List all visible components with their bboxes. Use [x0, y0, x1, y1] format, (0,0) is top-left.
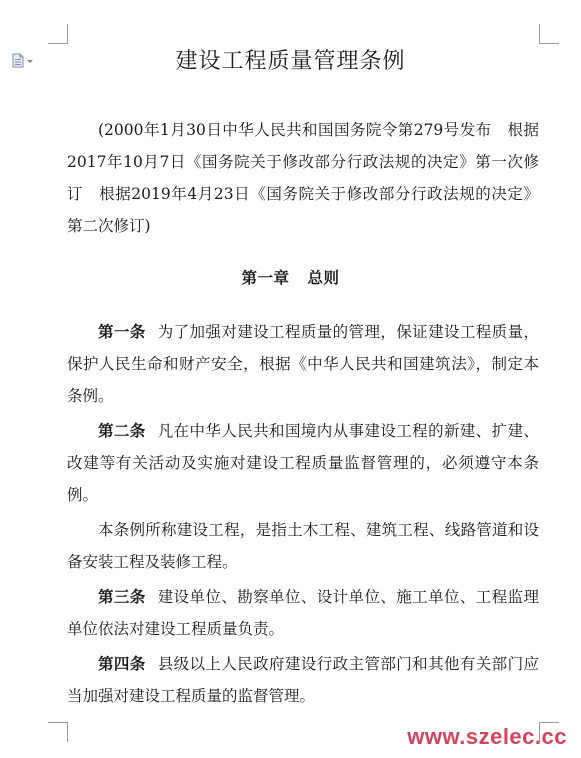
article-label: 第四条: [98, 655, 146, 673]
articles-section: [67, 316, 539, 715]
revision-note-text: (2000年1月30日中华人民共和国国务院令第279号发布 根据2017年10月7日《国务院关于修改部分行政法规的决定》第一次修订 根据2019年4月23日《国务院关于修改部分行政法规的决定》第二次修订): [67, 121, 539, 235]
article-text: 为了加强对建设工程质量的管理，保证建设工程质量，保护人民生命和财产安全，根据《中华人民共和国建筑法》，制定本条例。: [67, 323, 539, 405]
crop-mark-bottom-left-h: [48, 722, 68, 723]
article-label: 第二条: [98, 422, 146, 440]
article-label: 第一条: [98, 323, 146, 341]
article-3: [67, 581, 539, 645]
article-4: [67, 648, 539, 712]
chapter-number: 第一章: [241, 269, 290, 287]
crop-mark-bottom-left-v: [67, 722, 68, 742]
article-text: 建设单位、勘察单位、设计单位、施工单位、工程监理单位依法对建设工程质量负责。: [67, 588, 539, 638]
article-text: 本条例所称建设工程，是指土木工程、建筑工程、线路管道和设备安装工程及装修工程。: [67, 521, 539, 571]
crop-mark-bottom-right-h: [539, 722, 559, 723]
article-label: 第三条: [98, 588, 146, 606]
site-watermark: www.szelec.cc: [407, 724, 567, 749]
article-1: [67, 316, 539, 412]
revision-note: [67, 114, 539, 242]
article-text: 县级以上人民政府建设行政主管部门和其他有关部门应当加强对建设工程质量的监督管理。: [67, 655, 539, 705]
article-2: [67, 415, 539, 511]
crop-mark-top-left-v: [67, 24, 68, 44]
chapter-heading: [0, 266, 581, 288]
article-2-paragraph-2: [67, 514, 539, 578]
chapter-name: 总则: [307, 269, 340, 287]
article-text: 凡在中华人民共和国境内从事建设工程的新建、扩建、改建等有关活动及实施对建设工程质量监督管理的，必须遵守本条例。: [67, 422, 539, 504]
crop-mark-top-right-v: [539, 24, 540, 44]
page-title: 建设工程质量管理条例: [175, 49, 406, 74]
